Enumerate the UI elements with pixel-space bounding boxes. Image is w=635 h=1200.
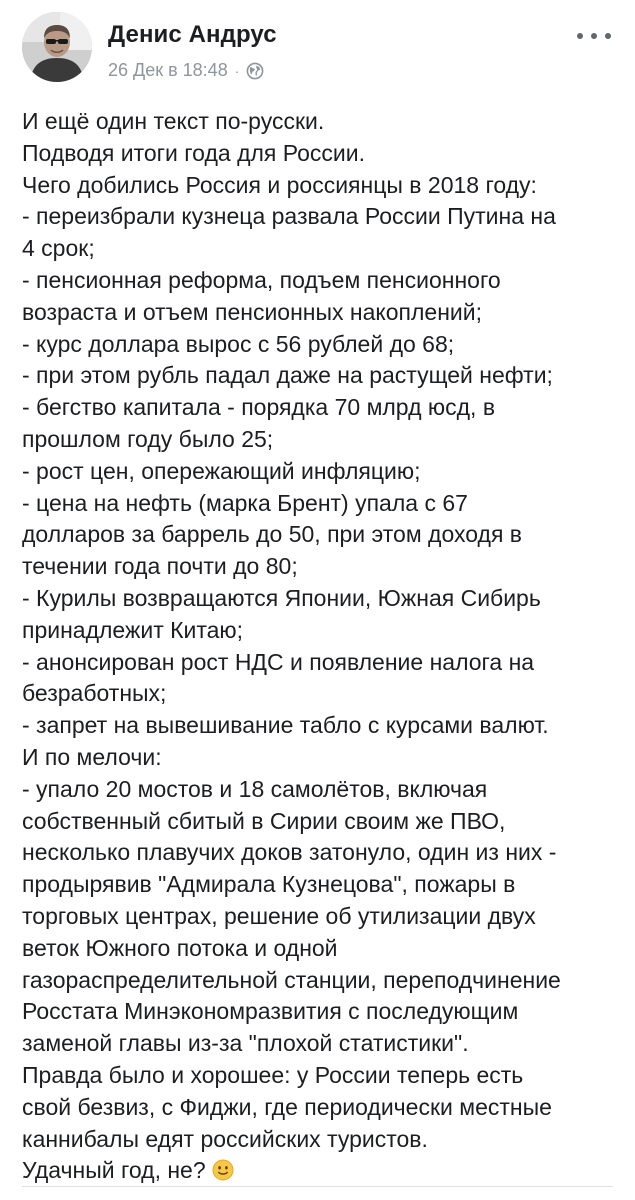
post-text-line: газораспределительной станции, переподчинение bbox=[22, 966, 561, 993]
post-text-line: Росстата Минэкономразвития с последующим bbox=[22, 998, 519, 1025]
globe-icon[interactable] bbox=[246, 62, 264, 80]
post-text-line: - при этом рубль падал даже на растущей нефти; bbox=[22, 362, 553, 389]
post-divider bbox=[22, 1186, 613, 1187]
dot bbox=[577, 33, 583, 39]
post-text-line: долларов за баррель до 50, при этом доходя в bbox=[22, 521, 523, 548]
post-header bbox=[22, 12, 613, 88]
post-text-line: принадлежит Китаю; bbox=[22, 616, 244, 643]
post-text-line: продырявив "Адмирала Кузнецова", пожары в bbox=[22, 871, 516, 898]
post-text-line: - пенсионная реформа, подъем пенсионного bbox=[22, 266, 501, 293]
post-text-line: 4 срок; bbox=[22, 235, 95, 262]
post-text-line: собственный сбитый в Сирии своим же ПВО, bbox=[22, 807, 506, 834]
post-text-line: - запрет на вывешивание табло с курсами валют. bbox=[22, 712, 549, 739]
post-text-line: прошлом году было 25; bbox=[22, 425, 274, 452]
post-text-line: несколько плавучих доков затонуло, один из них - bbox=[22, 839, 557, 866]
post-text-line: заменой главы из-за "плохой статистики". bbox=[22, 1030, 469, 1057]
post-text-line: И ещё один текст по-русски. bbox=[22, 108, 325, 134]
post-text-line: Подводя итоги года для России. bbox=[22, 139, 365, 166]
post-text-line: Правда было и хорошее: у России теперь есть bbox=[22, 1061, 524, 1088]
post-text-line: - курс доллара вырос с 56 рублей до 68; bbox=[22, 330, 455, 357]
post-text bbox=[22, 106, 617, 1187]
dot bbox=[605, 33, 611, 39]
post-text-line: торговых центрах, решение об утилизации двух bbox=[22, 902, 536, 929]
post-text-line: - анонсирован рост НДС и появление налога на bbox=[22, 648, 535, 675]
post-timestamp[interactable]: 26 Дек в 18:48 bbox=[108, 60, 228, 80]
author-avatar[interactable] bbox=[22, 12, 92, 82]
post-text-line: безработных; bbox=[22, 680, 167, 707]
post-text-line: каннибалы едят российских туристов. bbox=[22, 1125, 428, 1152]
meta-separator: · bbox=[234, 62, 240, 79]
more-options-icon[interactable] bbox=[577, 26, 611, 46]
avatar-photo bbox=[22, 12, 92, 82]
post-text-last-line bbox=[22, 1155, 617, 1187]
post-text-line: Чего добились Россия и россиянцы в 2018 году: bbox=[22, 171, 537, 198]
post-text-line: веток Южного потока и одной bbox=[22, 934, 338, 961]
post-text-line: - бегство капитала - порядка 70 млрд юсд, в bbox=[22, 394, 496, 421]
post-text-line: свой безвиз, с Фиджи, где периодически местные bbox=[22, 1093, 552, 1120]
post-text-line: - цена на нефть (марка Брент) упала с 67 bbox=[22, 489, 468, 516]
post-text-line: И по мелочи: bbox=[22, 743, 162, 770]
post-text-line: - упало 20 мостов и 18 самолётов, включая bbox=[22, 775, 488, 802]
author-name[interactable]: Денис Андрус bbox=[108, 21, 277, 48]
post-text-line: Удачный год, не? bbox=[22, 1157, 206, 1184]
post-meta bbox=[108, 60, 264, 81]
post-text-line: - Курилы возвращаются Японии, Южная Сибирь bbox=[22, 584, 541, 611]
post-text-line: течении года почти до 80; bbox=[22, 553, 298, 580]
post-text-line: - рост цен, опережающий инфляцию; bbox=[22, 457, 421, 484]
dot bbox=[591, 33, 597, 39]
post-text-line: - переизбрали кузнеца развала России Путина на bbox=[22, 203, 556, 230]
slightly-smiling-face-emoji bbox=[212, 1158, 234, 1180]
post-text-line: возраста и отъем пенсионных накоплений; bbox=[22, 298, 482, 325]
